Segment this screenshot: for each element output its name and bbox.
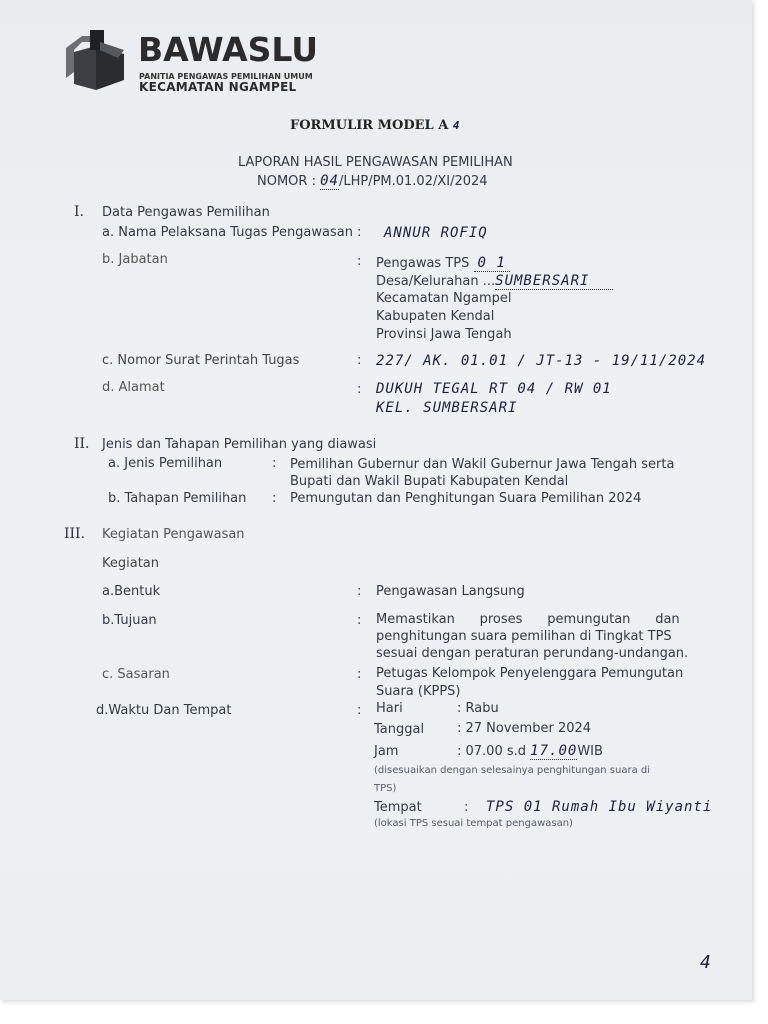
org-subtitle: PANITIA PENGAWAS PEMILIHAN UMUM — [139, 72, 313, 81]
section3-title: Kegiatan Pengawasan — [102, 527, 245, 542]
s3-b-value2: penghitungan suara pemilihan di Tingkat TPS — [376, 629, 672, 644]
s1-a-label: a. Nama Pelaksana Tugas Pengawasan — [102, 225, 353, 240]
section1-title: Data Pengawas Pemilihan — [102, 205, 270, 220]
section1-num: I. — [74, 204, 84, 220]
section2-title: Jenis dan Tahapan Pemilihan yang diawasi — [102, 437, 377, 452]
form-title-suffix: 4 — [452, 119, 461, 132]
jam-value — [457, 743, 603, 759]
number-label: NOMOR : — [257, 174, 316, 189]
s2-b-label: b. Tahapan Pemilihan — [108, 491, 247, 506]
report-title: LAPORAN HASIL PENGAWASAN PEMILIHAN — [238, 155, 513, 170]
s2-a-colon: : — [272, 456, 277, 471]
form-title — [290, 118, 460, 133]
form-title-text: FORMULIR MODEL A — [290, 118, 449, 133]
tempat-colon: : — [464, 800, 469, 815]
desa-prefix: Desa/Kelurahan ... — [376, 274, 496, 289]
org-unit: KECAMATAN NGAMPEL — [139, 80, 297, 94]
s3-c-value2: Suara (KPPS) — [376, 684, 461, 699]
section3-num: III. — [64, 526, 86, 542]
s3-a-value: Pengawasan Langsung — [376, 584, 525, 599]
jabatan-prefix: Pengawas TPS — [376, 256, 470, 271]
tanggal-label: Tanggal — [374, 722, 425, 737]
org-name: BAWASLU — [138, 30, 319, 69]
s3-b-value1: Memastikan proses pemungutan dan — [376, 612, 680, 627]
s2-a-value1: Pemilihan Gubernur dan Wakil Gubernur Jawa Tengah serta — [290, 457, 675, 472]
s1-c-label: c. Nomor Surat Perintah Tugas — [102, 353, 300, 368]
s1-b-line2 — [376, 273, 613, 289]
tempat-label: Tempat — [374, 800, 422, 815]
number-rest: /LHP/PM.01.02/XI/2024 — [338, 174, 488, 189]
tempat-note: (lokasi TPS sesuai tempat pengawasan) — [374, 818, 573, 829]
bawaslu-logo-icon — [60, 28, 132, 98]
s3-a-colon: : — [357, 584, 362, 599]
jam-fill: 17.00 — [530, 743, 578, 759]
s1-c-colon: : — [357, 353, 362, 368]
s2-b-value: Pemungutan dan Penghitungan Suara Pemilihan 2024 — [290, 491, 642, 506]
s2-a-value2: Bupati dan Wakil Bupati Kabupaten Kendal — [290, 474, 569, 489]
s3-a-label: a.Bentuk — [102, 584, 161, 599]
s1-c-value: 227/ AK. 01.01 / JT-13 - 19/11/2024 — [376, 353, 707, 369]
s1-d-label: d. Alamat — [102, 380, 165, 395]
s3-c-label: c. Sasaran — [102, 667, 170, 682]
s1-b-label: b. Jabatan — [102, 252, 168, 267]
tanggal-value: : 27 November 2024 — [457, 721, 592, 736]
s1-b-line5: Provinsi Jawa Tengah — [376, 327, 512, 342]
s3-d-label: d.Waktu Dan Tempat — [96, 703, 232, 718]
number-fill: 04 — [320, 173, 339, 189]
s1-d-colon: : — [357, 382, 362, 397]
jam-note-1: (disesuaikan dengan selesainya penghitungan suara di — [374, 765, 651, 776]
tps-number-fill: 0 1 — [474, 255, 510, 272]
s3-d-colon: : — [357, 703, 362, 718]
section3-sub: Kegiatan — [102, 556, 160, 571]
tempat-value: TPS 01 Rumah Ibu Wiyanti — [486, 799, 713, 815]
s3-b-label: b.Tujuan — [102, 613, 157, 628]
s1-b-line3: Kecamatan Ngampel — [376, 291, 512, 306]
hari-label: Hari — [376, 701, 403, 716]
hari-value: : Rabu — [457, 701, 499, 716]
s3-b-colon: : — [357, 613, 362, 628]
s1-b-colon: : — [357, 254, 362, 269]
desa-fill: SUMBERSARI — [495, 273, 613, 290]
s2-b-colon: : — [272, 491, 277, 506]
s1-a-value: ANNUR ROFIQ — [384, 225, 488, 241]
page-number: 4 — [700, 952, 712, 973]
jam-label: Jam — [374, 744, 399, 759]
s3-c-colon: : — [357, 667, 362, 682]
s2-a-label: a. Jenis Pemilihan — [108, 456, 223, 471]
jam-suffix: WIB — [577, 744, 603, 759]
s3-c-value1: Petugas Kelompok Penyelenggara Pemungutan — [376, 666, 684, 681]
section2-num: II. — [74, 436, 90, 452]
s3-b-value3: sesuai dengan peraturan perundang-undangan. — [376, 646, 689, 661]
s1-b-line4: Kabupaten Kendal — [376, 309, 495, 324]
s1-b-line1 — [376, 255, 510, 271]
jam-note-2: TPS) — [374, 783, 397, 794]
s1-d-value1: DUKUH TEGAL RT 04 / RW 01 — [376, 381, 612, 397]
report-number — [257, 173, 488, 189]
s1-d-value2: KEL. SUMBERSARI — [376, 400, 518, 416]
s1-a-colon: : — [357, 225, 362, 240]
jam-prefix: : 07.00 s.d — [457, 744, 527, 759]
